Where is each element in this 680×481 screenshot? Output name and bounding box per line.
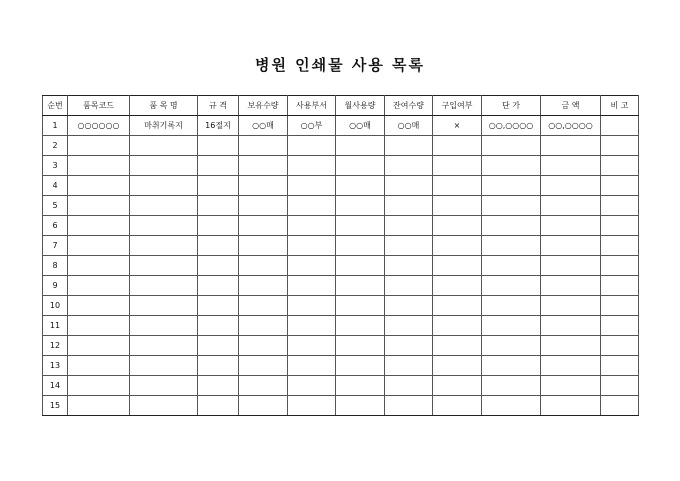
cell-col-item-code	[68, 156, 130, 176]
cell-col-stock-qty	[239, 256, 288, 276]
cell-col-purchase-status	[433, 216, 482, 236]
cell-col-monthly-usage	[336, 216, 385, 236]
cell-col-amount	[541, 316, 601, 336]
cell-col-monthly-usage	[336, 156, 385, 176]
cell-col-stock-qty	[239, 396, 288, 416]
cell-col-spec	[198, 276, 239, 296]
cell-col-purchase-status	[433, 136, 482, 156]
cell-col-item-code	[68, 256, 130, 276]
cell-col-monthly-usage	[336, 356, 385, 376]
cell-col-department	[288, 316, 336, 336]
cell-col-monthly-usage	[336, 176, 385, 196]
cell-col-item-code	[68, 396, 130, 416]
cell-col-unit-price	[482, 336, 541, 356]
cell-col-department	[288, 176, 336, 196]
cell-col-stock-qty	[239, 296, 288, 316]
table-row	[43, 316, 639, 336]
cell-col-purchase-status	[433, 276, 482, 296]
cell-col-department: ○○부	[288, 116, 336, 136]
cell-col-remaining-qty	[385, 216, 433, 236]
table-row	[43, 396, 639, 416]
cell-col-department	[288, 296, 336, 316]
cell-col-seq: 1	[43, 116, 68, 136]
cell-col-stock-qty	[239, 156, 288, 176]
header-col-remarks: 비 고	[601, 96, 639, 116]
cell-col-department	[288, 356, 336, 376]
cell-col-unit-price	[482, 156, 541, 176]
cell-col-remarks	[601, 296, 639, 316]
table-row	[43, 356, 639, 376]
cell-col-unit-price: ○○,○○○○	[482, 116, 541, 136]
cell-col-seq: 13	[43, 356, 68, 376]
cell-col-remarks	[601, 156, 639, 176]
cell-col-remaining-qty	[385, 196, 433, 216]
cell-col-item-name	[130, 136, 198, 156]
cell-col-purchase-status	[433, 396, 482, 416]
table-row	[43, 136, 639, 156]
cell-col-item-name	[130, 356, 198, 376]
cell-col-remaining-qty	[385, 136, 433, 156]
cell-col-department	[288, 136, 336, 156]
cell-col-seq: 15	[43, 396, 68, 416]
cell-col-unit-price	[482, 216, 541, 236]
cell-col-item-code	[68, 376, 130, 396]
cell-col-item-name	[130, 176, 198, 196]
header-col-monthly-usage: 월사용량	[336, 96, 385, 116]
cell-col-spec	[198, 376, 239, 396]
cell-col-spec	[198, 136, 239, 156]
cell-col-amount	[541, 376, 601, 396]
cell-col-amount	[541, 156, 601, 176]
table-row	[43, 196, 639, 216]
cell-col-remarks	[601, 376, 639, 396]
cell-col-spec	[198, 316, 239, 336]
cell-col-monthly-usage	[336, 196, 385, 216]
print-material-table	[42, 95, 639, 416]
cell-col-remarks	[601, 316, 639, 336]
cell-col-remaining-qty	[385, 316, 433, 336]
table-row	[43, 236, 639, 256]
cell-col-spec	[198, 176, 239, 196]
header-col-purchase-status: 구입여부	[433, 96, 482, 116]
cell-col-item-code	[68, 276, 130, 296]
cell-col-item-code	[68, 176, 130, 196]
cell-col-spec	[198, 396, 239, 416]
cell-col-amount	[541, 256, 601, 276]
header-col-unit-price: 단 가	[482, 96, 541, 116]
cell-col-purchase-status	[433, 296, 482, 316]
cell-col-purchase-status	[433, 316, 482, 336]
cell-col-remarks	[601, 196, 639, 216]
cell-col-item-code	[68, 216, 130, 236]
cell-col-seq: 9	[43, 276, 68, 296]
cell-col-department	[288, 396, 336, 416]
cell-col-unit-price	[482, 276, 541, 296]
cell-col-seq: 12	[43, 336, 68, 356]
cell-col-spec: 16절지	[198, 116, 239, 136]
cell-col-amount	[541, 196, 601, 216]
cell-col-remarks	[601, 116, 639, 136]
table-body	[43, 116, 639, 416]
cell-col-monthly-usage	[336, 276, 385, 296]
document-title: 병원 인쇄물 사용 목록	[254, 56, 426, 74]
cell-col-remarks	[601, 216, 639, 236]
table-row	[43, 116, 639, 136]
cell-col-purchase-status: ×	[433, 116, 482, 136]
cell-col-spec	[198, 236, 239, 256]
table-row	[43, 256, 639, 276]
cell-col-stock-qty	[239, 336, 288, 356]
cell-col-remarks	[601, 276, 639, 296]
cell-col-seq: 2	[43, 136, 68, 156]
cell-col-purchase-status	[433, 256, 482, 276]
cell-col-remarks	[601, 136, 639, 156]
cell-col-remaining-qty	[385, 156, 433, 176]
cell-col-purchase-status	[433, 356, 482, 376]
cell-col-stock-qty	[239, 176, 288, 196]
header-col-amount: 금 액	[541, 96, 601, 116]
header-col-stock-qty: 보유수량	[239, 96, 288, 116]
cell-col-purchase-status	[433, 156, 482, 176]
cell-col-spec	[198, 296, 239, 316]
cell-col-item-code	[68, 196, 130, 216]
cell-col-monthly-usage	[336, 336, 385, 356]
cell-col-stock-qty	[239, 196, 288, 216]
cell-col-remarks	[601, 176, 639, 196]
cell-col-seq: 5	[43, 196, 68, 216]
cell-col-monthly-usage	[336, 316, 385, 336]
cell-col-item-name	[130, 316, 198, 336]
cell-col-unit-price	[482, 356, 541, 376]
cell-col-remarks	[601, 336, 639, 356]
header-col-remaining-qty: 잔여수량	[385, 96, 433, 116]
cell-col-item-name	[130, 376, 198, 396]
cell-col-amount	[541, 396, 601, 416]
cell-col-spec	[198, 156, 239, 176]
header-col-item-code: 품목코드	[68, 96, 130, 116]
cell-col-item-code	[68, 316, 130, 336]
cell-col-purchase-status	[433, 336, 482, 356]
cell-col-purchase-status	[433, 196, 482, 216]
cell-col-department	[288, 236, 336, 256]
table-row	[43, 336, 639, 356]
cell-col-monthly-usage	[336, 396, 385, 416]
cell-col-seq: 11	[43, 316, 68, 336]
cell-col-department	[288, 196, 336, 216]
cell-col-amount	[541, 336, 601, 356]
cell-col-seq: 6	[43, 216, 68, 236]
cell-col-amount	[541, 216, 601, 236]
cell-col-department	[288, 156, 336, 176]
cell-col-unit-price	[482, 136, 541, 156]
cell-col-item-code: ○○○○○○	[68, 116, 130, 136]
cell-col-item-code	[68, 136, 130, 156]
cell-col-seq: 14	[43, 376, 68, 396]
cell-col-item-code	[68, 236, 130, 256]
cell-col-item-name: 마취기록지	[130, 116, 198, 136]
cell-col-item-code	[68, 356, 130, 376]
header-col-department: 사용부서	[288, 96, 336, 116]
cell-col-item-code	[68, 296, 130, 316]
table-row	[43, 296, 639, 316]
cell-col-department	[288, 256, 336, 276]
cell-col-unit-price	[482, 176, 541, 196]
header-col-seq: 순번	[43, 96, 68, 116]
cell-col-amount	[541, 236, 601, 256]
cell-col-remarks	[601, 356, 639, 376]
cell-col-monthly-usage: ○○매	[336, 116, 385, 136]
cell-col-remaining-qty	[385, 336, 433, 356]
cell-col-spec	[198, 216, 239, 236]
cell-col-remaining-qty	[385, 236, 433, 256]
cell-col-item-name	[130, 196, 198, 216]
cell-col-unit-price	[482, 236, 541, 256]
cell-col-item-name	[130, 276, 198, 296]
table-row	[43, 376, 639, 396]
cell-col-unit-price	[482, 316, 541, 336]
cell-col-department	[288, 276, 336, 296]
cell-col-item-name	[130, 296, 198, 316]
cell-col-monthly-usage	[336, 256, 385, 276]
cell-col-remaining-qty	[385, 276, 433, 296]
cell-col-unit-price	[482, 196, 541, 216]
cell-col-stock-qty	[239, 316, 288, 336]
header-col-spec: 규 격	[198, 96, 239, 116]
cell-col-stock-qty	[239, 356, 288, 376]
table-row	[43, 176, 639, 196]
cell-col-department	[288, 376, 336, 396]
cell-col-monthly-usage	[336, 376, 385, 396]
cell-col-department	[288, 336, 336, 356]
cell-col-stock-qty	[239, 376, 288, 396]
cell-col-item-name	[130, 216, 198, 236]
cell-col-purchase-status	[433, 236, 482, 256]
cell-col-remarks	[601, 236, 639, 256]
table-header-row	[43, 96, 639, 116]
header-col-item-name: 품 목 명	[130, 96, 198, 116]
cell-col-unit-price	[482, 256, 541, 276]
table-row	[43, 156, 639, 176]
cell-col-remaining-qty	[385, 356, 433, 376]
cell-col-monthly-usage	[336, 296, 385, 316]
cell-col-item-name	[130, 236, 198, 256]
cell-col-purchase-status	[433, 376, 482, 396]
cell-col-spec	[198, 336, 239, 356]
cell-col-unit-price	[482, 376, 541, 396]
cell-col-remarks	[601, 256, 639, 276]
cell-col-remaining-qty	[385, 176, 433, 196]
cell-col-unit-price	[482, 296, 541, 316]
cell-col-remaining-qty	[385, 376, 433, 396]
cell-col-seq: 8	[43, 256, 68, 276]
cell-col-amount	[541, 356, 601, 376]
cell-col-stock-qty	[239, 136, 288, 156]
cell-col-remaining-qty	[385, 396, 433, 416]
cell-col-item-code	[68, 336, 130, 356]
cell-col-stock-qty	[239, 216, 288, 236]
cell-col-seq: 3	[43, 156, 68, 176]
cell-col-amount	[541, 276, 601, 296]
cell-col-item-name	[130, 256, 198, 276]
table-row	[43, 276, 639, 296]
cell-col-remaining-qty: ○○매	[385, 116, 433, 136]
cell-col-remaining-qty	[385, 256, 433, 276]
cell-col-monthly-usage	[336, 136, 385, 156]
cell-col-stock-qty	[239, 236, 288, 256]
table-row	[43, 216, 639, 236]
cell-col-spec	[198, 196, 239, 216]
cell-col-remarks	[601, 396, 639, 416]
cell-col-department	[288, 216, 336, 236]
cell-col-monthly-usage	[336, 236, 385, 256]
cell-col-spec	[198, 356, 239, 376]
cell-col-stock-qty	[239, 276, 288, 296]
cell-col-amount	[541, 176, 601, 196]
cell-col-stock-qty: ○○매	[239, 116, 288, 136]
cell-col-item-name	[130, 156, 198, 176]
cell-col-amount	[541, 136, 601, 156]
cell-col-item-name	[130, 396, 198, 416]
cell-col-remaining-qty	[385, 296, 433, 316]
cell-col-seq: 7	[43, 236, 68, 256]
cell-col-seq: 4	[43, 176, 68, 196]
cell-col-purchase-status	[433, 176, 482, 196]
cell-col-seq: 10	[43, 296, 68, 316]
cell-col-amount: ○○,○○○○	[541, 116, 601, 136]
cell-col-item-name	[130, 336, 198, 356]
cell-col-unit-price	[482, 396, 541, 416]
cell-col-amount	[541, 296, 601, 316]
cell-col-spec	[198, 256, 239, 276]
